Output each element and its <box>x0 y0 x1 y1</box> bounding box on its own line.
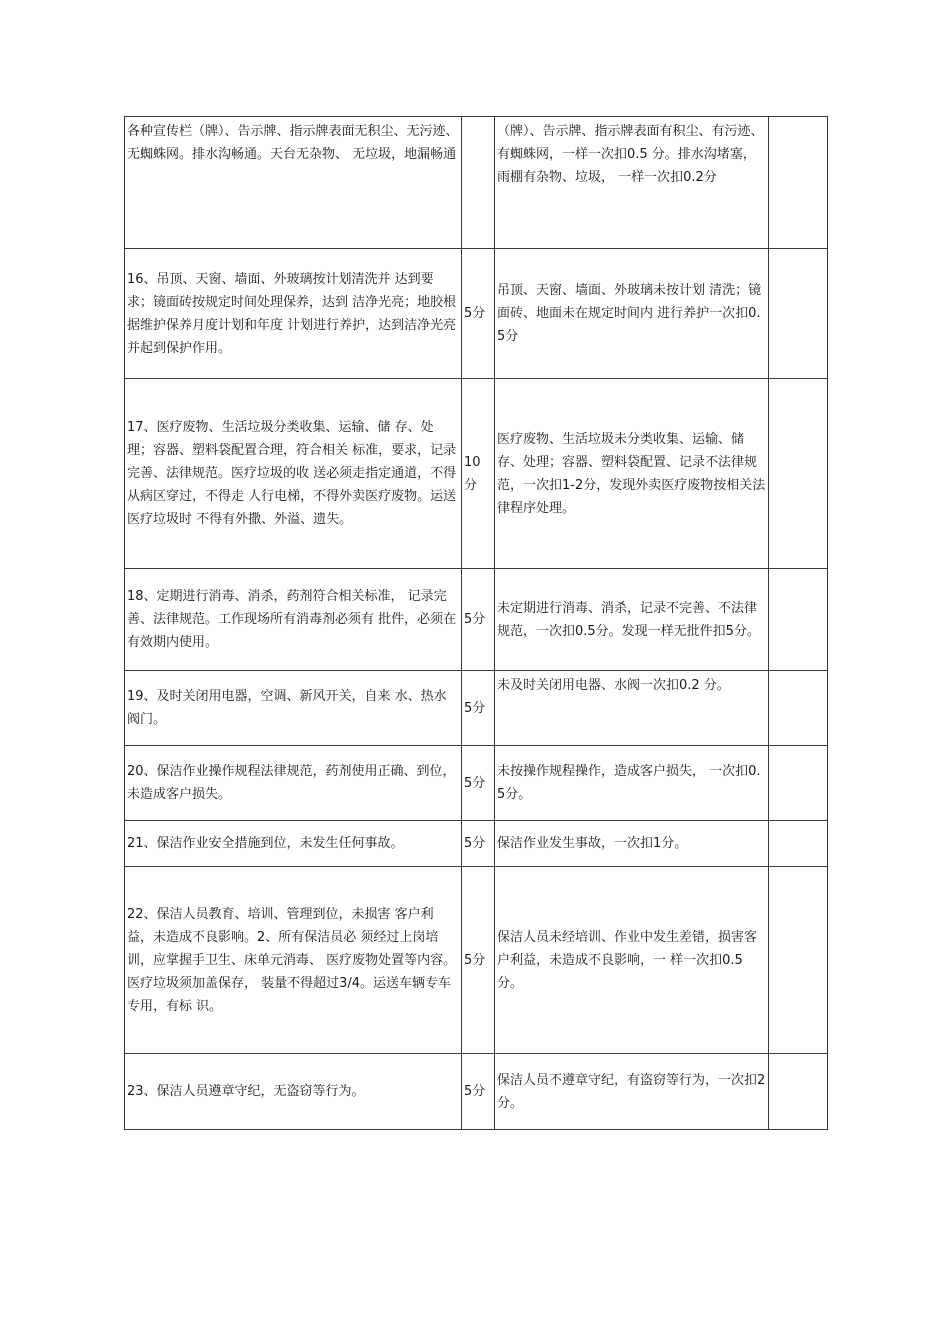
blank-cell <box>769 117 828 249</box>
standard-cell: 17、医疗废物、生活垃圾分类收集、运输、储 存、处理；容器、塑料袋配置合理，符合相关 标准，要求，记录完善、法律规范。医疗垃圾的收 送必须走指定通道，不得从病区穿过，不得走 人行电梯，不得外卖医疗废物。运送医疗垃圾时 不得有外撒、外溢、遗失。 <box>125 379 462 569</box>
standard-cell: 各种宣传栏（牌）、告示牌、指示牌表面无积尘、无污迹、无蜘蛛网。排水沟畅通。天台无杂物、 无垃圾，地漏畅通 <box>125 117 462 249</box>
table-row <box>125 746 828 821</box>
standard-cell: 21、保洁作业安全措施到位，未发生任何事故。 <box>125 821 462 867</box>
score-cell: 10分 <box>462 379 495 569</box>
blank-cell <box>769 671 828 746</box>
deduction-cell: 未定期进行消毒、消杀，记录不完善、不法律规范，一次扣0.5分。发现一样无批件扣5分。 <box>495 569 769 671</box>
score-cell <box>462 117 495 249</box>
table-row <box>125 821 828 867</box>
score-cell: 5分 <box>462 1054 495 1130</box>
deduction-cell: 保洁人员不遵章守纪，有盗窃等行为，一次扣2分。 <box>495 1054 769 1130</box>
deduction-cell: 医疗废物、生活垃圾未分类收集、运输、储存、处理；容器、塑料袋配置、记录不法律规范，一次扣1-2分，发现外卖医疗废物按相关法律程序处理。 <box>495 379 769 569</box>
cleaning-standards-table <box>124 116 828 1130</box>
deduction-cell: 吊顶、天窗、墙面、外玻璃未按计划 清洗；镜面砖、地面未在规定时间内 进行养护一次扣0.5分 <box>495 249 769 379</box>
table-row <box>125 1054 828 1130</box>
deduction-cell: 保洁人员未经培训、作业中发生差错，损害客户利益，未造成不良影响，一 样一次扣0.5分。 <box>495 867 769 1054</box>
blank-cell <box>769 569 828 671</box>
standard-cell: 20、保洁作业操作规程法律规范，药剂使用正确、到位，未造成客户损失。 <box>125 746 462 821</box>
assessment-sheet <box>124 116 827 1130</box>
standard-cell: 16、吊顶、天窗、墙面、外玻璃按计划清洗并 达到要求；镜面砖按规定时间处理保养，达到 洁净光亮；地胶根据维护保养月度计划和年度 计划进行养护，达到洁净光亮并起到保护作用。 <box>125 249 462 379</box>
table-row <box>125 671 828 746</box>
score-cell: 5分 <box>462 249 495 379</box>
blank-cell <box>769 821 828 867</box>
table-row <box>125 249 828 379</box>
table-row <box>125 117 828 249</box>
deduction-cell: 未及时关闭用电器、水阀一次扣0.2 分。 <box>495 671 769 746</box>
blank-cell <box>769 746 828 821</box>
score-cell: 5分 <box>462 821 495 867</box>
blank-cell <box>769 867 828 1054</box>
standard-cell: 19、及时关闭用电器，空调、新风开关，自来 水、热水阀门。 <box>125 671 462 746</box>
standard-cell: 18、定期进行消毒、消杀，药剂符合相关标准， 记录完善、法律规范。工作现场所有消毒剂必须有 批件，必须在有效期内使用。 <box>125 569 462 671</box>
standard-cell: 23、保洁人员遵章守纪，无盗窃等行为。 <box>125 1054 462 1130</box>
standard-cell: 22、保洁人员教育、培训、管理到位，未损害 客户利益，未造成不良影响。2、所有保洁员必 须经过上岗培训，应掌握手卫生、床单元消毒、 医疗废物处置等内容。医疗垃圾须加盖保存， 装量不得超过3/4。运送车辆专车专用，有标 识。 <box>125 867 462 1054</box>
table-row <box>125 379 828 569</box>
score-cell: 5分 <box>462 867 495 1054</box>
deduction-cell: 未按操作规程操作，造成客户损失， 一次扣0.5分。 <box>495 746 769 821</box>
score-cell: 5分 <box>462 671 495 746</box>
blank-cell <box>769 1054 828 1130</box>
blank-cell <box>769 379 828 569</box>
table-row <box>125 867 828 1054</box>
score-cell: 5分 <box>462 569 495 671</box>
table-row <box>125 569 828 671</box>
deduction-cell: （牌）、告示牌、指示牌表面有积尘、有污迹、有蜘蛛网，一样一次扣0.5 分。排水沟堵塞，雨棚有杂物、垃圾， 一样一次扣0.2分 <box>495 117 769 249</box>
score-cell: 5分 <box>462 746 495 821</box>
blank-cell <box>769 249 828 379</box>
deduction-cell: 保洁作业发生事故，一次扣1分。 <box>495 821 769 867</box>
